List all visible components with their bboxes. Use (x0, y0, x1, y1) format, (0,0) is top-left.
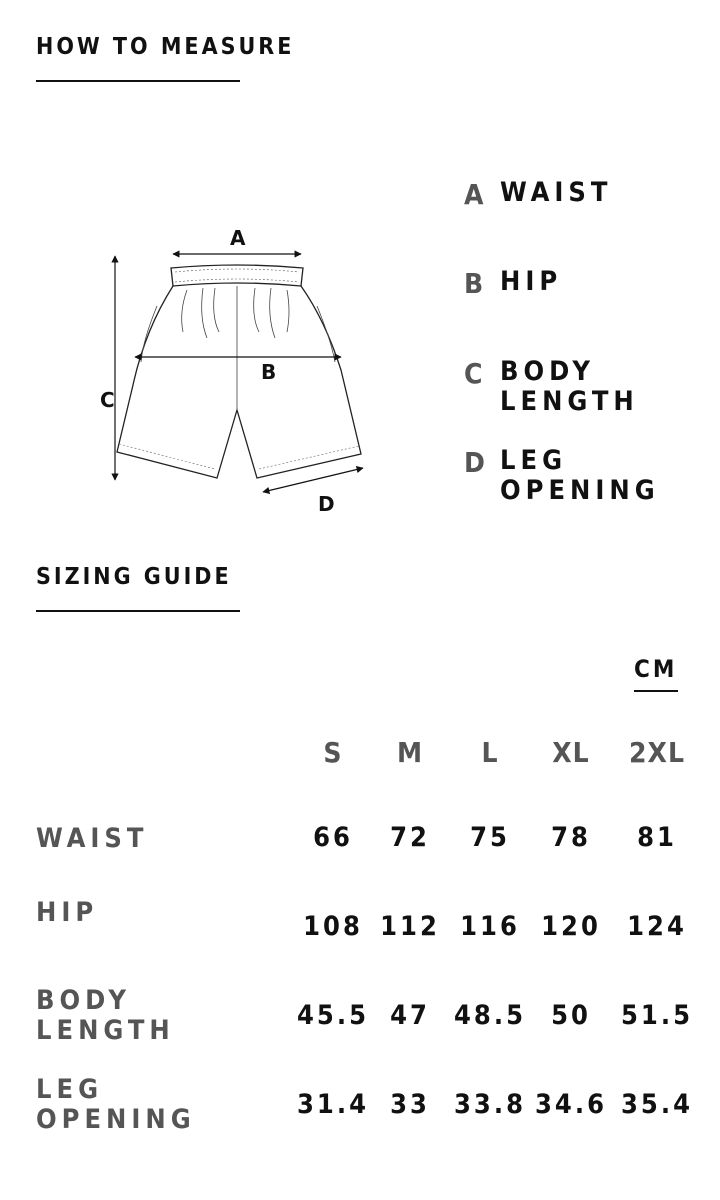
row-label-line: WAIST (36, 823, 149, 854)
cell-waist-s: 66 (313, 822, 353, 853)
key-label-line: OPENING (500, 475, 660, 506)
how-to-measure-heading: HOW TO MEASURE (36, 34, 295, 60)
cell-waist-2xl: 81 (637, 822, 677, 853)
size-header-2xl: 2XL (628, 736, 685, 769)
key-label-line: BODY (500, 356, 595, 387)
cell-waist-l: 75 (470, 822, 510, 853)
size-header-s: S (323, 736, 343, 769)
key-letter-b: B (464, 267, 484, 300)
key-label-hip (500, 267, 562, 297)
cell-leg-opening-xl: 34.6 (535, 1089, 607, 1120)
row-label-line: BODY (36, 985, 131, 1016)
waistband-shape (171, 265, 303, 286)
row-label-waist (36, 824, 149, 854)
cell-body-length-2xl: 51.5 (621, 1000, 693, 1031)
row-label-hip (36, 898, 98, 928)
cell-waist-m: 72 (390, 822, 430, 853)
key-label-line: LENGTH (500, 386, 639, 417)
key-label-leg-opening (500, 446, 660, 506)
sizing-guide-heading: SIZING GUIDE (36, 564, 232, 590)
cell-hip-s: 108 (303, 911, 363, 942)
cell-leg-opening-2xl: 35.4 (621, 1089, 693, 1120)
cell-leg-opening-l: 33.8 (454, 1089, 526, 1120)
key-label-body-length (500, 357, 639, 417)
cell-hip-l: 116 (460, 911, 520, 942)
size-header-m: M (396, 736, 424, 769)
row-label-line: OPENING (36, 1104, 196, 1135)
cell-leg-opening-s: 31.4 (297, 1089, 369, 1120)
unit-underline (634, 690, 678, 692)
cell-body-length-xl: 50 (551, 1000, 591, 1031)
row-label-line: LEG (36, 1074, 104, 1105)
cell-body-length-m: 47 (390, 1000, 430, 1031)
cell-hip-2xl: 124 (627, 911, 687, 942)
row-label-line: LENGTH (36, 1015, 175, 1046)
cell-hip-m: 112 (380, 911, 440, 942)
cell-body-length-s: 45.5 (297, 1000, 369, 1031)
cell-hip-xl: 120 (541, 911, 601, 942)
leg-opening-arrow (263, 468, 363, 492)
sizing-guide-underline (36, 610, 240, 612)
diagram-label-b: B (261, 360, 277, 384)
key-label-line: HIP (500, 266, 563, 297)
row-label-line: HIP (36, 897, 99, 928)
size-header-l: L (481, 736, 499, 769)
key-label-waist (500, 178, 613, 208)
unit-label: CM (634, 655, 678, 683)
cell-body-length-l: 48.5 (454, 1000, 526, 1031)
key-label-line: LEG (500, 445, 568, 476)
key-letter-d: D (464, 446, 485, 479)
diagram-label-d: D (318, 492, 335, 516)
row-label-body-length (36, 986, 175, 1046)
key-label-line: WAIST (500, 177, 613, 208)
cell-waist-xl: 78 (551, 822, 591, 853)
key-letter-c: C (464, 357, 483, 390)
row-label-leg-opening (36, 1075, 196, 1135)
diagram-label-c: C (100, 388, 115, 412)
shorts-diagram (95, 220, 385, 520)
size-header-xl: XL (552, 736, 590, 769)
how-to-measure-underline (36, 80, 240, 82)
key-letter-a: A (464, 178, 484, 211)
diagram-label-a: A (230, 226, 246, 250)
cell-leg-opening-m: 33 (390, 1089, 430, 1120)
